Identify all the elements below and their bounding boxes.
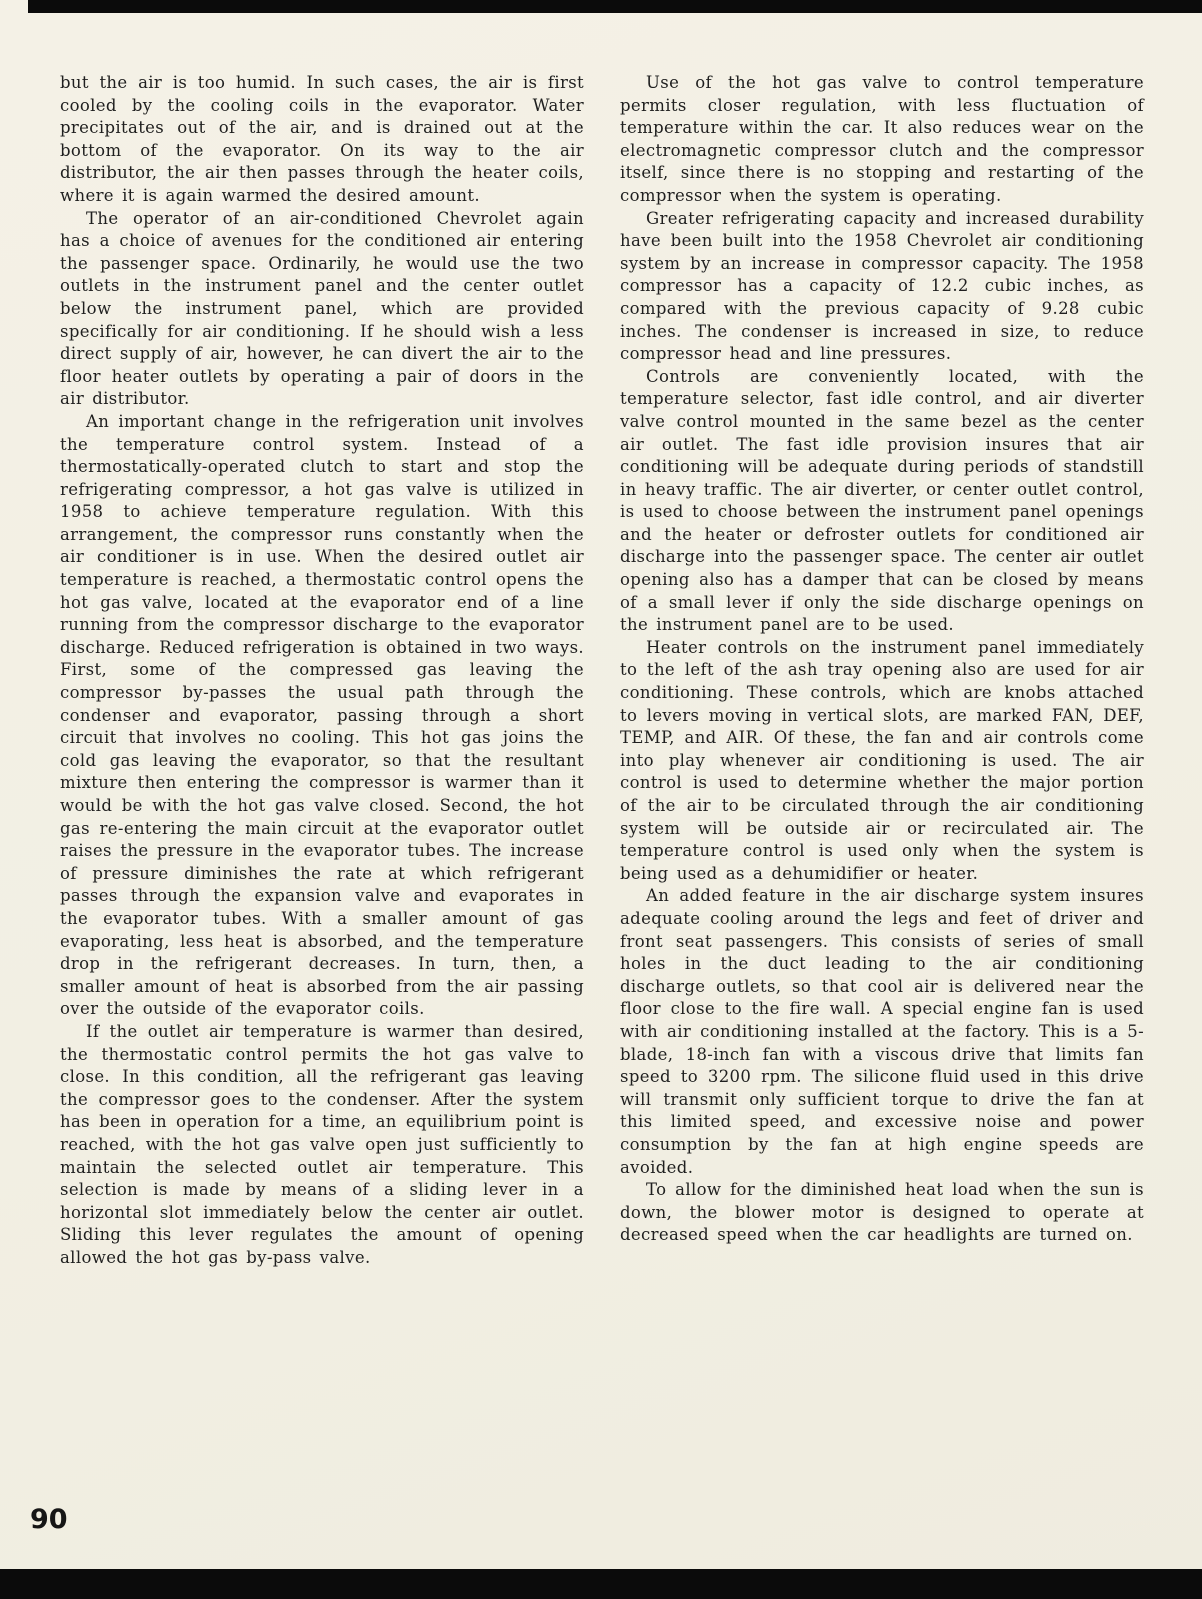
paragraph: Controls are conveniently located, with the temperature selector, fast idle control, and air diverter valve control mounted in the same bezel as the center air outlet. The fast idle provision insures that air conditioning will be adequate during periods of standstill in heavy traffic. The air diverter, or center outlet control, is used to choose between the instrument panel openings and the heater or defroster outlets for conditioned air discharge into the passenger space. The center air outlet opening also has a damper that can be closed by means of a small lever if only the side discharge openings on the instrument panel are to be used. [620,366,1144,635]
left-column [60,72,584,1269]
paragraph: Greater refrigerating capacity and increased durability have been built into the 1958 Chevrolet air conditioning system by an increase in compressor capacity. The 1958 compressor has a capacity of 12.2 cubic inches, as compared with the previous capacity of 9.28 cubic inches. The condenser is increased in size, to reduce compressor head and line pressures. [620,208,1144,364]
paragraph: The operator of an air-conditioned Chevrolet again has a choice of avenues for the conditioned air entering the passenger space. Ordinarily, he would use the two outlets in the instrument panel and the center outlet below the instrument panel, which are provided specifically for air conditioning. If he should wish a less direct supply of air, however, he can divert the air to the floor heater outlets by operating a pair of doors in the air distributor. [60,208,584,409]
page-number: 90 [30,1504,68,1535]
scan-artifact-top-bar [28,0,1202,13]
paragraph: An important change in the refrigeration unit involves the temperature control system. Instead of a thermostatically-operated clutch to start and stop the refrigerating compressor, a hot gas valve is utilized in 1958 to achieve temperature regulation. With this arrangement, the compressor runs constantly when the air conditioner is in use. When the desired outlet air temperature is reached, a thermostatic control opens the hot gas valve, located at the evaporator end of a line running from the compressor discharge to the evaporator discharge. Reduced refrigeration is obtained in two ways. First, some of the compressed gas leaving the compressor by-passes the usual path through the condenser and evaporator, passing through a short circuit that involves no cooling. This hot gas joins the cold gas leaving the evaporator, so that the resultant mixture then entering the compressor is warmer than it would be with the hot gas valve closed. Second, the hot gas re-entering the main circuit at the evaporator outlet raises the pressure in the evaporator tubes. The increase of pressure diminishes the rate at which refrigerant passes through the expansion valve and evaporates in the evaporator tubes. With a smaller amount of gas evaporating, less heat is absorbed, and the temperature drop in the refrigerant decreases. In turn, then, a smaller amount of heat is absorbed from the air passing over the outside of the evaporator coils. [60,411,584,1019]
paragraph: but the air is too humid. In such cases, the air is first cooled by the cooling coils in the evaporator. Water precipitates out of the air, and is drained out at the bottom of the evaporator. On its way to the air distributor, the air then passes through the heater coils, where it is again warmed the desired amount. [60,73,584,205]
paragraph: Heater controls on the instrument panel immediately to the left of the ash tray opening also are used for air conditioning. These controls, which are knobs attached to levers moving in vertical slots, are marked FAN, DEF, TEMP, and AIR. Of these, the fan and air controls come into play whenever air conditioning is used. The air control is used to determine whether the major portion of the air to be circulated through the air conditioning system will be outside air or recirculated air. The temperature control is used only when the system is being used as a dehumidifier or heater. [620,637,1144,883]
paragraph: To allow for the diminished heat load when the sun is down, the blower motor is designed to operate at decreased speed when the car headlights are turned on. [620,1180,1144,1245]
paragraph: Use of the hot gas valve to control temperature permits closer regulation, with less fluctuation of temperature within the car. It also reduces wear on the electromagnetic compressor clutch and the compressor itself, since there is no stopping and restarting of the compressor when the system is operating. [620,73,1144,205]
scan-artifact-bottom-bar [0,1569,1202,1599]
paragraph: If the outlet air temperature is warmer than desired, the thermostatic control permits the hot gas valve to close. In this condition, all the refrigerant gas leaving the compressor goes to the condenser. After the system has been in operation for a time, an equilibrium point is reached, with the hot gas valve open just sufficiently to maintain the selected outlet air temperature. This selection is made by means of a sliding lever in a horizontal slot immediately below the center air outlet. Sliding this lever regulates the amount of opening allowed the hot gas by-pass valve. [60,1021,584,1267]
paragraph: An added feature in the air discharge system insures adequate cooling around the legs and feet of driver and front seat passengers. This consists of series of small holes in the duct leading to the air conditioning discharge outlets, so that cool air is delivered near the floor close to the fire wall. A special engine fan is used with air conditioning installed at the factory. This is a 5-blade, 18-inch fan with a viscous drive that limits fan speed to 3200 rpm. The silicone fluid used in this drive will transmit only sufficient torque to drive the fan at this limited speed, and excessive noise and power consumption by the fan at high engine speeds are avoided. [620,886,1144,1177]
right-column [620,72,1144,1269]
text-columns [60,72,1144,1269]
